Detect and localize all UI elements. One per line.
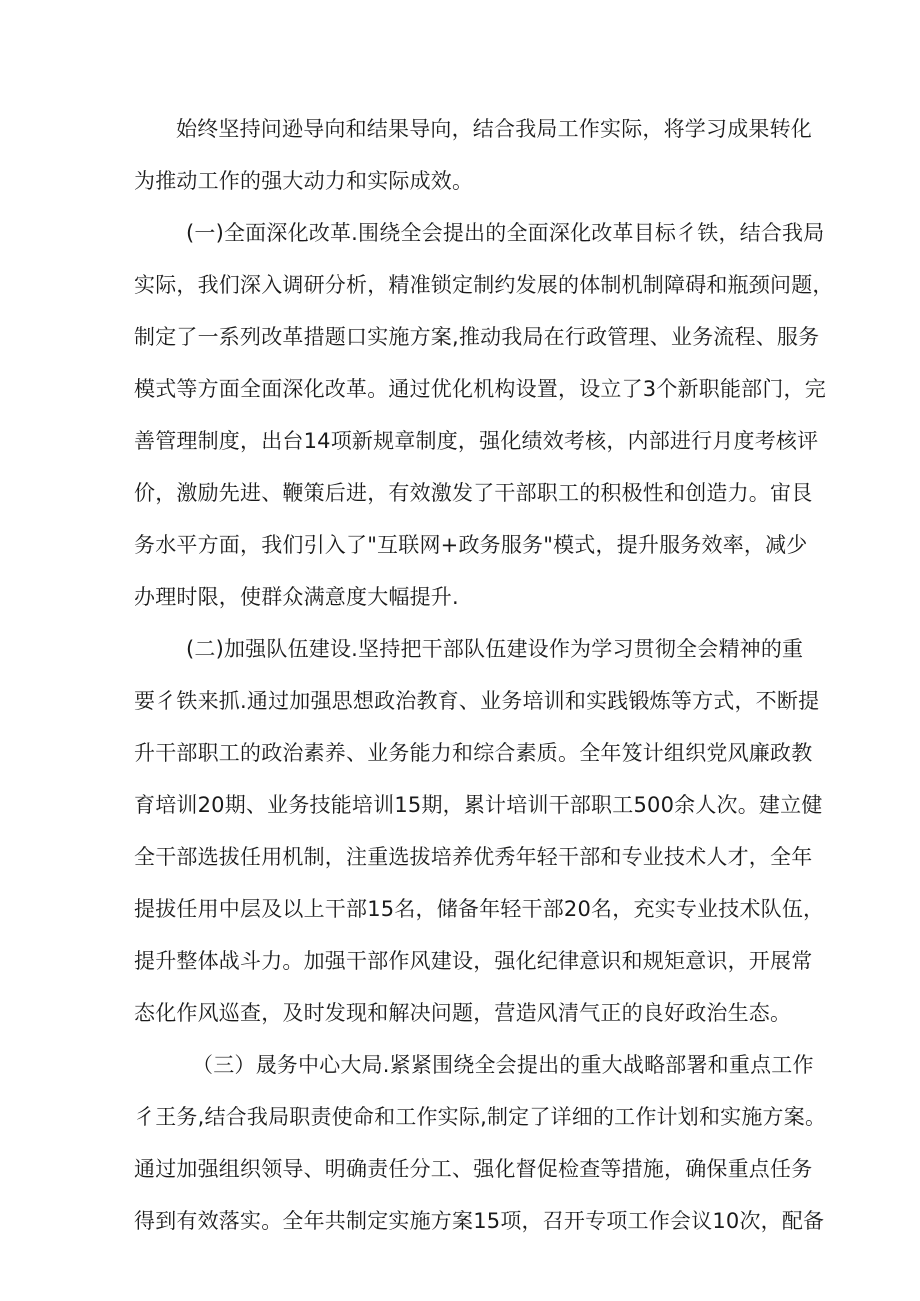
paragraph-line: 始终坚持问逊导向和结果导向，结合我局工作实际，将学习成果转化	[176, 117, 812, 141]
paragraph-line: 价，激励先进、鞭策后进，有效激发了干部职工的积极性和创造力。宙艮	[134, 481, 813, 505]
paragraph-line: 通过加强组织领导、明确责任分工、强化督促检查等措施，确保重点任务	[134, 1157, 813, 1181]
paragraph-line: 要彳铁来抓.通过加强思想政治教育、业务培训和实践锻炼等方式，不断提	[134, 689, 820, 713]
paragraph-line: 善管理制度，出台14项新规章制度，强化绩效考核，内部进行月度考核评	[134, 429, 819, 453]
section-heading-line: (二)加强队伍建设.坚持把干部队伍建设作为学习贯彻全会精神的重	[186, 637, 804, 661]
paragraph-line: 提拔任用中层及以上干部15名，储备年轻干部20名，充实专业技术队伍，	[134, 897, 825, 921]
paragraph-line: 态化作风巡查，及时发现和解决问题，营造风清气正的良好政治生态。	[134, 1001, 792, 1025]
paragraph-line: 彳王务,结合我局职责使命和工作实际,制定了详细的工作计划和实施方案。	[134, 1105, 827, 1129]
paragraph-line: 育培训20期、业务技能培训15期，累计培训干部职工500余人次。建立健	[134, 793, 823, 817]
paragraph-line: 制定了一系列改革措题口实施方案,推动我局在行政管理、业务流程、服务	[134, 325, 820, 349]
paragraph-line: 办理时限，使群众满意度大幅提升.	[134, 585, 459, 609]
paragraph-line: 模式等方面全面深化改革。通过优化机构设置，设立了3个新职能部门，完	[134, 377, 826, 401]
paragraph-line: 为推动工作的强大动力和实际成效。	[134, 169, 474, 193]
paragraph-line: 升干部职工的政治素养、业务能力和综合素质。全年笈计组织党风廉政教	[134, 741, 813, 765]
paragraph-line: 务水平方面，我们引入了"互联网+政务服务"模式，提升服务效率，减少	[134, 533, 808, 557]
paragraph-line: 提升整体战斗力。加强干部作风建设，强化纪律意识和规矩意识，开展常	[134, 949, 813, 973]
section-heading-line: (一)全面深化改革.围绕全会提出的全面深化改革目标彳铁，结合我局	[186, 221, 825, 245]
section-heading-line: （三）晟务中心大局.紧紧围绕全会提出的重大战略部署和重点工作	[192, 1053, 814, 1077]
paragraph-line: 全干部选拔任用机制，注重选拔培养优秀年轻干部和专业技术人才，全年	[134, 845, 813, 869]
paragraph-line: 实际，我们深入调研分析，精准锁定制约发展的体制机制障碍和瓶颈问题，	[134, 273, 834, 297]
paragraph-line: 得到有效落实。全年共制定实施方案15项，召开专项工作会议10次，配备	[134, 1209, 825, 1233]
